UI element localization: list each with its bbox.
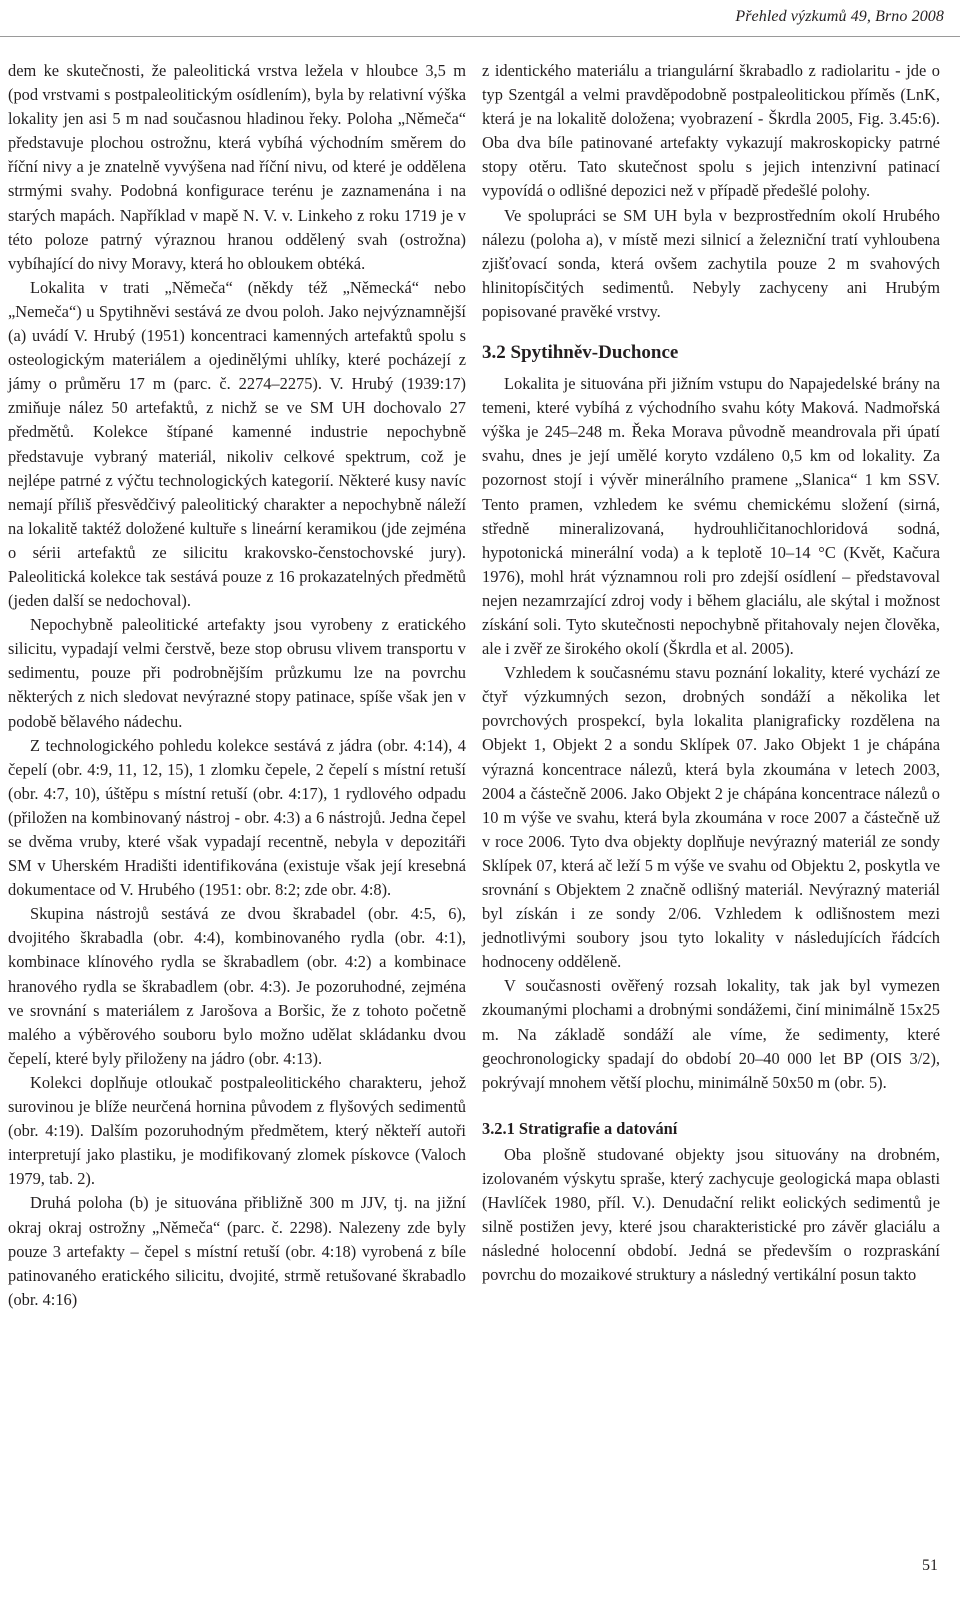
paragraph: Skupina nástrojů sestává ze dvou škrabadel (obr. 4:5, 6), dvojitého škrabadla (obr. 4:4), kombinovaného rydla (obr. 4:1), kombinace klínového rydla se škrabadlem (obr. 4:2) a kombinace hranového rydla se škrabadlem (obr. 4:3). Je pozoruhodné, zejména ve srovnání s materiálem z Jarošova a Boršic, že z tohoto početně malého a výběrového souboru bylo možno udělat skládanku dvou čepelí, které byly přiloženy na jádro (obr. 4:13). bbox=[8, 904, 466, 1068]
paragraph: dem ke skutečnosti, že paleolitická vrstva ležela v hloubce 3,5 m (pod vrstvami s postpaleolitickým osídlením), byla by relativní výška lokality jen asi 5 m nad současnou hladinou řeky. Poloha „Němeča“ představuje plochou ostrožnu, která vybíhá východním směrem do říční nivy a je znatelně vyvýšena nad říční nivu, od které je oddělena strmými svahy. Podobná konfigurace terénu je zaznamenána i na starých mapách. Například v mapě N. V. v. Linkeho z roku 1719 je v této poloze patrný výraznou hranou oddělený svah (ostrožna) vybíhající do nivy Moravy, která ho obloukem obtéká. bbox=[8, 61, 466, 273]
paragraph: Druhá poloha (b) je situována přibližně 300 m JJV, tj. na jižní okraj okraj ostrožny „Němeča“ (parc. č. 2298). Nalezeny zde byly pouze 3 artefakty – čepel s místní retuší (obr. 4:18) vyrobená z bíle patinovaného eratického silicitu, dvojité, strmě retušované škrabadlo (obr. 4:16) bbox=[8, 1193, 466, 1309]
paragraph: Ve spolupráci se SM UH byla v bezprostředním okolí Hrubého nálezu (poloha a), v místě mezi silnicí a železniční tratí vyhloubena zjišťovací sonda, která ovšem zachytila pouze 2 m svahových hlinitopísčitých sedimentů. Nebyly zachyceny ani Hrubým popisované pravěké vrstvy. bbox=[482, 205, 940, 321]
paragraph: Lokalita je situována při jižním vstupu do Napajedelské brány na temeni, které vybíhá z východního svahu kóty Maková. Nadmořská výška je 245–248 m. Řeka Morava původně meandrovala při úpatí svahu, dnes je její umělé koryto vzdáleno 0,5 km od lokality. Za pozornost stojí i vývěr minerálního pramene „Slanica“ 1 km SSV. Tento pramen, vzhledem ke svému chemickému složení (sirná, středně mineralizovaná, hydrouhličitanochloridová sodná, hypotonická minerální voda) a k teplotě 10–14 °C (Květ, Kačura 1976), mohl hrát významnou roli pro zdejší osídlení – představoval nejen nezamrzající zdroj vody i během glaciálu, ale skýtal i možnost získání soli. Tyto skutečnosti nepochybně přitahovaly nejen člověka, ale i zvěř ze širokého okolí (Škrdla et al. 2005). bbox=[482, 374, 940, 659]
paragraph: Nepochybně paleolitické artefakty jsou vyrobeny z eratického silicitu, vypadají velmi čerstvě, beze stop obrusu vlivem transportu v sedimentu, pouze při podrobnějším průzkumu lze na povrchu některých z nich sledovat nevýrazné stopy patinace, spíše však jen v podobě bělavého nádechu. bbox=[8, 615, 466, 731]
paragraph: z identického materiálu a triangulární škrabadlo z radiolaritu - jde o typ Szentgál a velmi pravděpodobně postpaleolitickou příměs (LnK, která je na lokalitě doložena; vyobrazení - Škrdla 2005, Fig. 3.45:6). Oba dva bíle patinované artefakty vykazují makroskopicky patrné stopy otěru. Tato skutečnost spolu s jejich intenzivní patinací vypovídá o odlišné depozici než v případě předešlé polohy. bbox=[482, 61, 940, 201]
header-rule bbox=[0, 36, 960, 37]
running-header: Přehled výzkumů 49, Brno 2008 bbox=[735, 8, 944, 25]
paragraph: Z technologického pohledu kolekce sestává z jádra (obr. 4:14), 4 čepelí (obr. 4:9, 11, 12, 15), 1 zlomku čepele, 2 čepelí s místní retuší (obr. 4:7, 10), úštěpu s místní retuší (obr. 4:17), 1 rydlového odpadu (přiložen na kombinovaný nástroj - obr. 4:3) a 6 nástrojů. Jedna čepel se dvěma vruby, které však vypadají recentně, nebyla v depozitáři SM v Uherském Hradišti identifikována (existuje však její kresebná dokumentace od V. Hrubého (1951: obr. 8:2; zde obr. 4:8). bbox=[8, 735, 466, 900]
right-column bbox=[482, 59, 940, 1287]
paragraph: Vzhledem k současnému stavu poznání lokality, které vychází ze čtyř výzkumných sezon, drobných sondáží a několika let povrchových prospekcí, byla lokalita planigraficky rozdělena na Objekt 1, Objekt 2 a sondu Sklípek 07. Jako Objekt 1 je chápána výrazná koncentrace nálezů, která byla zkoumána v letech 2003, 2004 a částečně 2006. Jako Objekt 2 je chápána koncentrace nálezů o 10 m výše ve svahu, která byla zkoumána v roce 2007 a částečně už v roce 2006. Tyto dva objekty doplňuje nevýrazný materiál ze sondy Sklípek 07, která ač leží 5 m výše ve svahu od Objektu 2, poskytla ve srovnání s Objektem 2 značně odlišný materiál. Nevýrazný materiál byl získán i ze sondy 2/06. Vzhledem k odlišnostem mezi jednotlivými soubory jsou tyto lokality v následujících řádcích hodnoceny odděleně. bbox=[482, 663, 940, 972]
paragraph: Lokalita v trati „Němeča“ (někdy též „Německá“ nebo „Nemeča“) u Spytihněvi sestává ze dvou poloh. Jako nejvýznamnější (a) uvádí V. Hrubý (1951) koncentraci kamenných artefaktů spolu s osteologickým materiálem a ojedinělými uhlíky, které pocházejí z jámy o průměru 17 m (parc. č. 2274–2275). V. Hrubý (1939:17) zmiňuje nález 50 artefaktů, z nichž se ve SM UH dochovalo 27 předmětů. Kolekce štípané kamenné industrie nepochybně představuje vybraný materiál, nikoliv celkové spektrum, což je nejlépe patrné z výčtu technologických kategorií. Některé kusy navíc nemají příliš přesvědčivý paleolitický charakter a nepochybně náleží na lokalitě taktéž doložené kultuře s lineární keramikou (jde zejména o sérii artefaktů ze silicitu krakovsko-čenstochovské jury). Paleolitická kolekce tak sestává pouze z 16 prokazatelných předmětů (jeden další se nedochoval). bbox=[8, 277, 466, 611]
paragraph: Oba plošně studované objekty jsou situovány na drobném, izolovaném výskytu spraše, který zachycuje geologická mapa oblasti (Havlíček 1980, příl. V.). Denudační relikt eolických sedimentů je silně postižen jevy, které jsou charakteristické pro závěr glaciálu a následné holocenní období. Jedná se především o rozpraskání povrchu do mozaikové struktury a následný vertikální posun takto bbox=[482, 1144, 940, 1285]
left-column bbox=[8, 59, 466, 1312]
page-number: 51 bbox=[922, 1557, 938, 1574]
paragraph: Kolekci doplňuje otloukač postpaleolitického charakteru, jehož surovinou je blíže neurčená hornina původem z flyšových sedimentů (obr. 4:19). Dalším pozoruhodným předmětem, který někteří autoři interpretují jako plastiku, je modifikovaný zlomek pískovce (Valoch 1979, tab. 2). bbox=[8, 1072, 466, 1189]
section-heading: 3.2 Spytihněv-Duchonce bbox=[482, 342, 679, 364]
paragraph: V současnosti ověřený rozsah lokality, tak jak byl vymezen zkoumanými plochami a drobnými sondážemi, činí minimálně 15x25 m. Na základě sondáží ale víme, že sedimenty, které geochronologicky spadají do období 20–40 000 let BP (OIS 3/2), pokrývají mnohem větší plochu, minimálně 50x50 m (obr. 5). bbox=[482, 976, 940, 1092]
subsection-heading: 3.2.1 Stratigrafie a datování bbox=[482, 1118, 678, 1138]
